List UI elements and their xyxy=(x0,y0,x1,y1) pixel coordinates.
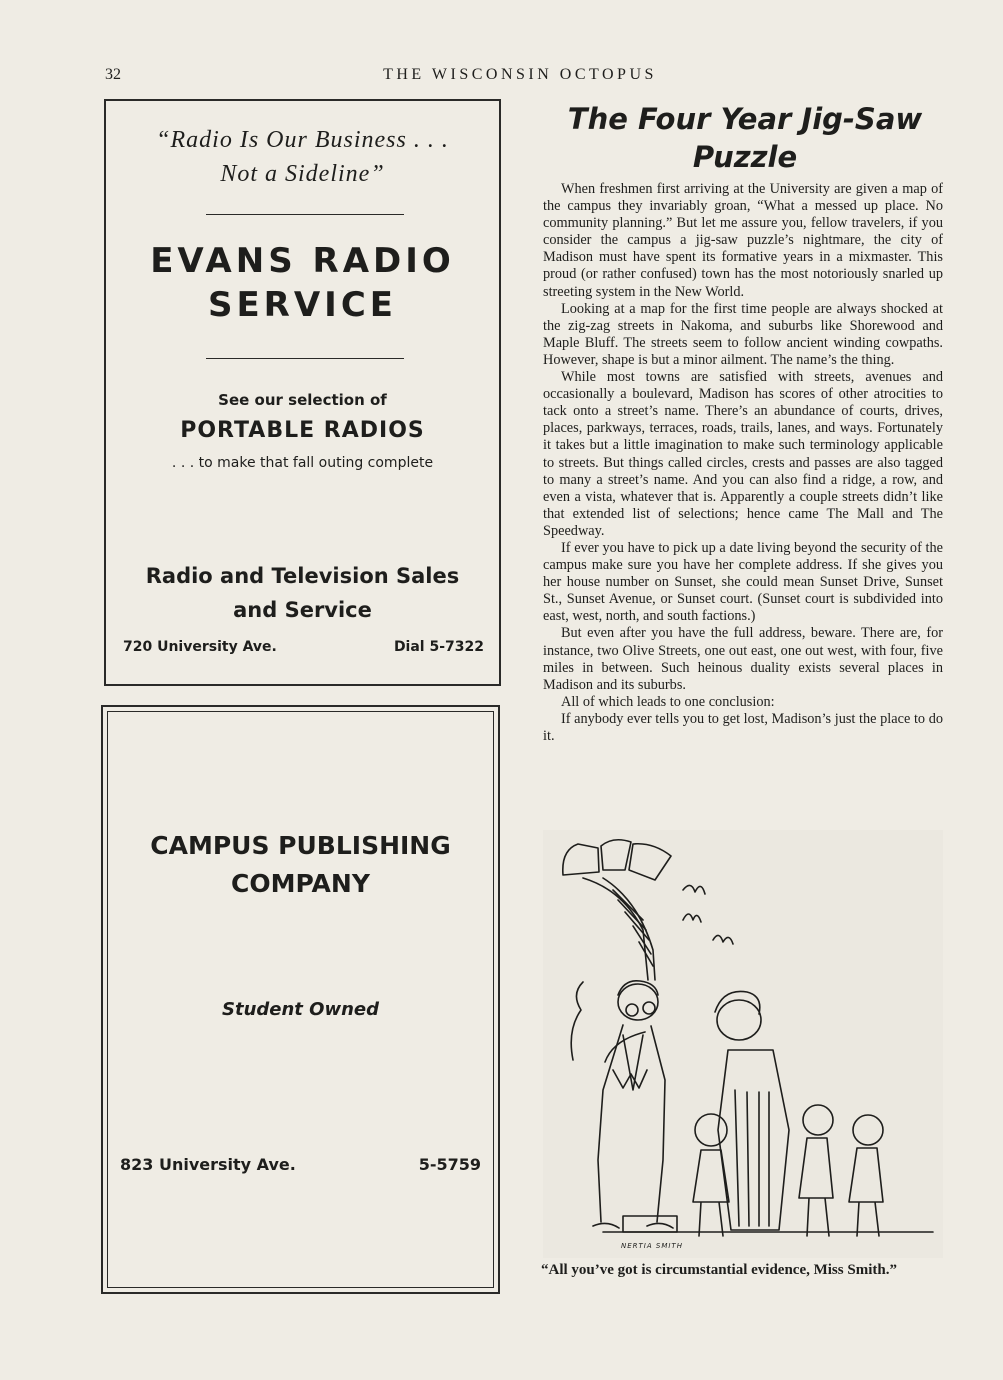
child-1-body xyxy=(693,1150,729,1236)
child-2-body xyxy=(799,1138,833,1236)
title-line-1: The Four Year Jig-Saw xyxy=(567,102,923,136)
dress-lines xyxy=(735,1090,769,1226)
cartoon-caption: “All you’ve got is circumstantial evidence, Miss Smith.” xyxy=(541,1262,897,1278)
cartoon-drawing xyxy=(543,830,943,1258)
brand-line-2: SERVICE xyxy=(207,285,398,325)
books xyxy=(623,1216,677,1232)
artist-signature: NERTIA SMITH xyxy=(621,1242,683,1250)
child-2-head xyxy=(803,1105,833,1135)
mother-dress xyxy=(718,1050,789,1230)
father-glasses-right xyxy=(643,1002,655,1014)
paragraph: While most towns are satisfied with streets, avenues and occasionally a boulevard, Madison has scores of other atrocities to tack onto a street’s name. There’s an abundance of courts, drives, places, parkways, terraces, roads, trails, lanes, and ways. Fortunately it takes but a little imagination to make such terminology applicable to streets. But things called circles, crests and passes are also tagged to many a street’s name. And you can also find a ridge, a row, and even a vista, whatever that is. Apparently a couple streets didn’t like that extended list of selections; hence came The Mall and The Speedway. xyxy=(543,369,943,539)
father-hair xyxy=(618,981,658,995)
cartoon-illustration xyxy=(543,830,943,1258)
product-heading: PORTABLE RADIOS xyxy=(180,418,425,443)
father-glasses-left xyxy=(626,1004,638,1016)
evans-brand-name xyxy=(106,239,499,327)
title-line-2: Puzzle xyxy=(692,140,798,174)
campus-phone: 5-5759 xyxy=(418,1155,481,1174)
product-tagline: . . . to make that fall outing complete xyxy=(171,455,434,471)
father-shoes xyxy=(593,1223,673,1228)
paragraph: Looking at a map for the first time people are always shocked at the zig-zag streets in Nakoma, and suburbs like Shorewood and Maple Bluff. The streets seem to follow ancient winding cowpaths. However, shape is but a minor ailment. The name’s the thing. xyxy=(543,300,943,368)
mother-head xyxy=(717,1000,761,1040)
paragraph: But even after you have the full address, beware. There are, for instance, two Olive Streets, one out east, one out west, with four, five miles in between. Such heinous duality exists several places in Madison and its suburbs. xyxy=(543,625,943,693)
article-title xyxy=(545,100,945,176)
brand-line-2: COMPANY xyxy=(231,869,370,898)
brand-line-1: CAMPUS PUBLISHING xyxy=(150,831,451,860)
services-line-1: Radio and Television Sales xyxy=(145,564,460,588)
services-line-2: and Service xyxy=(233,598,372,622)
evans-phone: Dial 5-7322 xyxy=(393,639,484,655)
article-body xyxy=(543,181,943,745)
page-number: 32 xyxy=(105,66,121,83)
father-arm-pipe xyxy=(571,982,645,1062)
paragraph: All of which leads to one conclusion: xyxy=(561,693,775,710)
evans-radio-ad xyxy=(104,99,501,686)
campus-publishing-ad xyxy=(101,705,500,1294)
campus-tagline: Student Owned xyxy=(222,999,379,1020)
brand-line-1: EVANS RADIO xyxy=(150,241,455,281)
paragraph: When freshmen first arriving at the University are given a map of the campus they invariably groan, “What a messed up place. No community planning.” But let me assure you, fellow travelers, if you consider the campus a jig-saw puzzle’s nightmare, the city of Madison must have spent its formative years in a mixmaster. This proud (or rather confused) town has the most notoriously snarled up streeting system in the New World. xyxy=(543,181,943,300)
see-selection-text: See our selection of xyxy=(218,391,387,409)
child-3-head xyxy=(853,1115,883,1145)
slogan-line-2: Not a Sideline” xyxy=(220,161,385,187)
paragraph: If ever you have to pick up a date living beyond the security of the campus make sure you have her complete address. If she gives you her house number on Sunset, she could mean Sunset Drive, Sunset St., Sunset Avenue, or Sunset court. (Sunset court is subdivided into east, west, north, and south factions.) xyxy=(543,539,943,625)
arch-hatching xyxy=(613,890,653,966)
divider-rule xyxy=(206,214,404,215)
running-title: THE WISCONSIN OCTOPUS xyxy=(383,66,657,83)
branch-scribbles xyxy=(683,885,733,944)
campus-brand-name xyxy=(103,827,498,903)
child-3-body xyxy=(849,1148,883,1236)
paragraph: If anybody ever tells you to get lost, Madison’s just the place to do it. xyxy=(543,710,943,744)
divider-rule xyxy=(206,358,404,359)
arch-stones xyxy=(563,840,671,880)
mother-hair xyxy=(715,991,760,1014)
child-1-head xyxy=(695,1114,727,1146)
campus-address: 823 University Ave. xyxy=(120,1155,296,1174)
slogan-line-1: “Radio Is Our Business . . . xyxy=(156,127,449,153)
services-text xyxy=(106,559,499,627)
evans-address: 720 University Ave. xyxy=(123,639,277,655)
ad-slogan xyxy=(106,123,499,191)
